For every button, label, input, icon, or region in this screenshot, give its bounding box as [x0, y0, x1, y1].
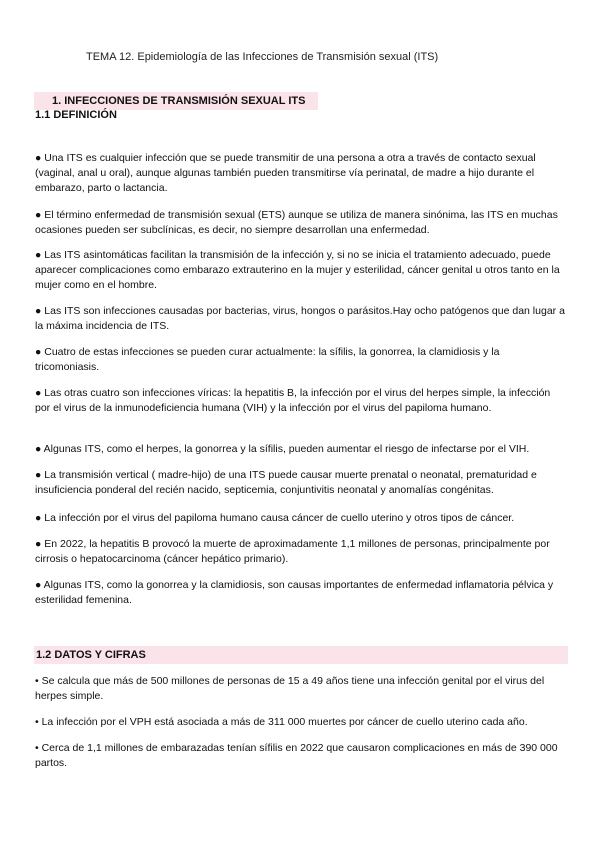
paragraph: ● La infección por el virus del papiloma humano causa cáncer de cuello uterino y otros tipos de cáncer.: [35, 512, 515, 524]
paragraph: ● Una ITS es cualquier infección que se puede transmitir de una persona a otra a través de contacto sexual (vaginal, anal u oral), aunque algunas también pueden transmitirse vía perinatal, de madre a hijo durante el embarazo, parto o lactancia.: [35, 152, 536, 194]
document-title: TEMA 12. Epidemiología de las Infecciones de Transmisión sexual (ITS): [86, 51, 439, 63]
paragraph: ● Las otras cuatro son infecciones víricas: la hepatitis B, la infección por el virus del herpes simple, la infección por el virus de la inmunodeficiencia humana (VIH) y la infección por el virus del papiloma humano.: [35, 387, 551, 414]
paragraph: ● Algunas ITS, como el herpes, la gonorrea y la sífilis, pueden aumentar el riesgo de infectarse por el VIH.: [35, 443, 530, 455]
paragraph: • Se calcula que más de 500 millones de personas de 15 a 49 años tiene una infección genital por el virus del herpes simple.: [35, 675, 545, 702]
paragraph: ● En 2022, la hepatitis B provocó la muerte de aproximadamente 1,1 millones de personas, principalmente por cirrosis o hepatocarcinoma (cáncer hepático primario).: [35, 538, 550, 565]
paragraph: ● Cuatro de estas infecciones se pueden curar actualmente: la sífilis, la gonorrea, la clamidiosis y la tricomoniasis.: [35, 346, 500, 373]
paragraph: ● La transmisión vertical ( madre-hijo) de una ITS puede causar muerte prenatal o neonatal, prematuridad e insuficiencia ponderal del recién nacido, septicemia, conjuntivitis neonatal y anomalías congénitas.: [35, 469, 537, 496]
section-heading-datos: [34, 646, 568, 664]
subheading-definicion: 1.1 DEFINICIÓN: [35, 109, 117, 121]
paragraph: ● Las ITS asintomáticas facilitan la transmisión de la infección y, si no se inicia el tratamiento adecuado, puede aparecer complicaciones como embarazo extrauterino en la mujer y esterilidad, cáncer genital u otros tanto en la mujer como en el hombre.: [35, 249, 560, 291]
section-heading-text: 1.2 DATOS Y CIFRAS: [36, 649, 146, 661]
paragraph: ● Algunas ITS, como la gonorrea y la clamidiosis, son causas importantes de enfermedad inflamatoria pélvica y esterilidad femenina.: [35, 579, 554, 606]
paragraph: ● Las ITS son infecciones causadas por bacterias, virus, hongos o parásitos.Hay ocho patógenos que dan lugar a la máxima incidencia de ITS.: [35, 305, 565, 332]
paragraph: • Cerca de 1,1 millones de embarazadas tenían sífilis en 2022 que causaron complicaciones en más de 390 000 partos.: [35, 742, 558, 769]
paragraph: ● El término enfermedad de transmisión sexual (ETS) aunque se utiliza de manera sinónima, las ITS en muchas ocasiones pueden ser subclínicas, es decir, no siempre desarrollan una enfermedad.: [35, 209, 558, 236]
paragraph: • La infección por el VPH está asociada a más de 311 000 muertes por cáncer de cuello uterino cada año.: [35, 716, 528, 728]
section-heading-its: [34, 92, 318, 110]
section-heading-text: 1. INFECCIONES DE TRANSMISIÓN SEXUAL ITS: [52, 95, 306, 107]
